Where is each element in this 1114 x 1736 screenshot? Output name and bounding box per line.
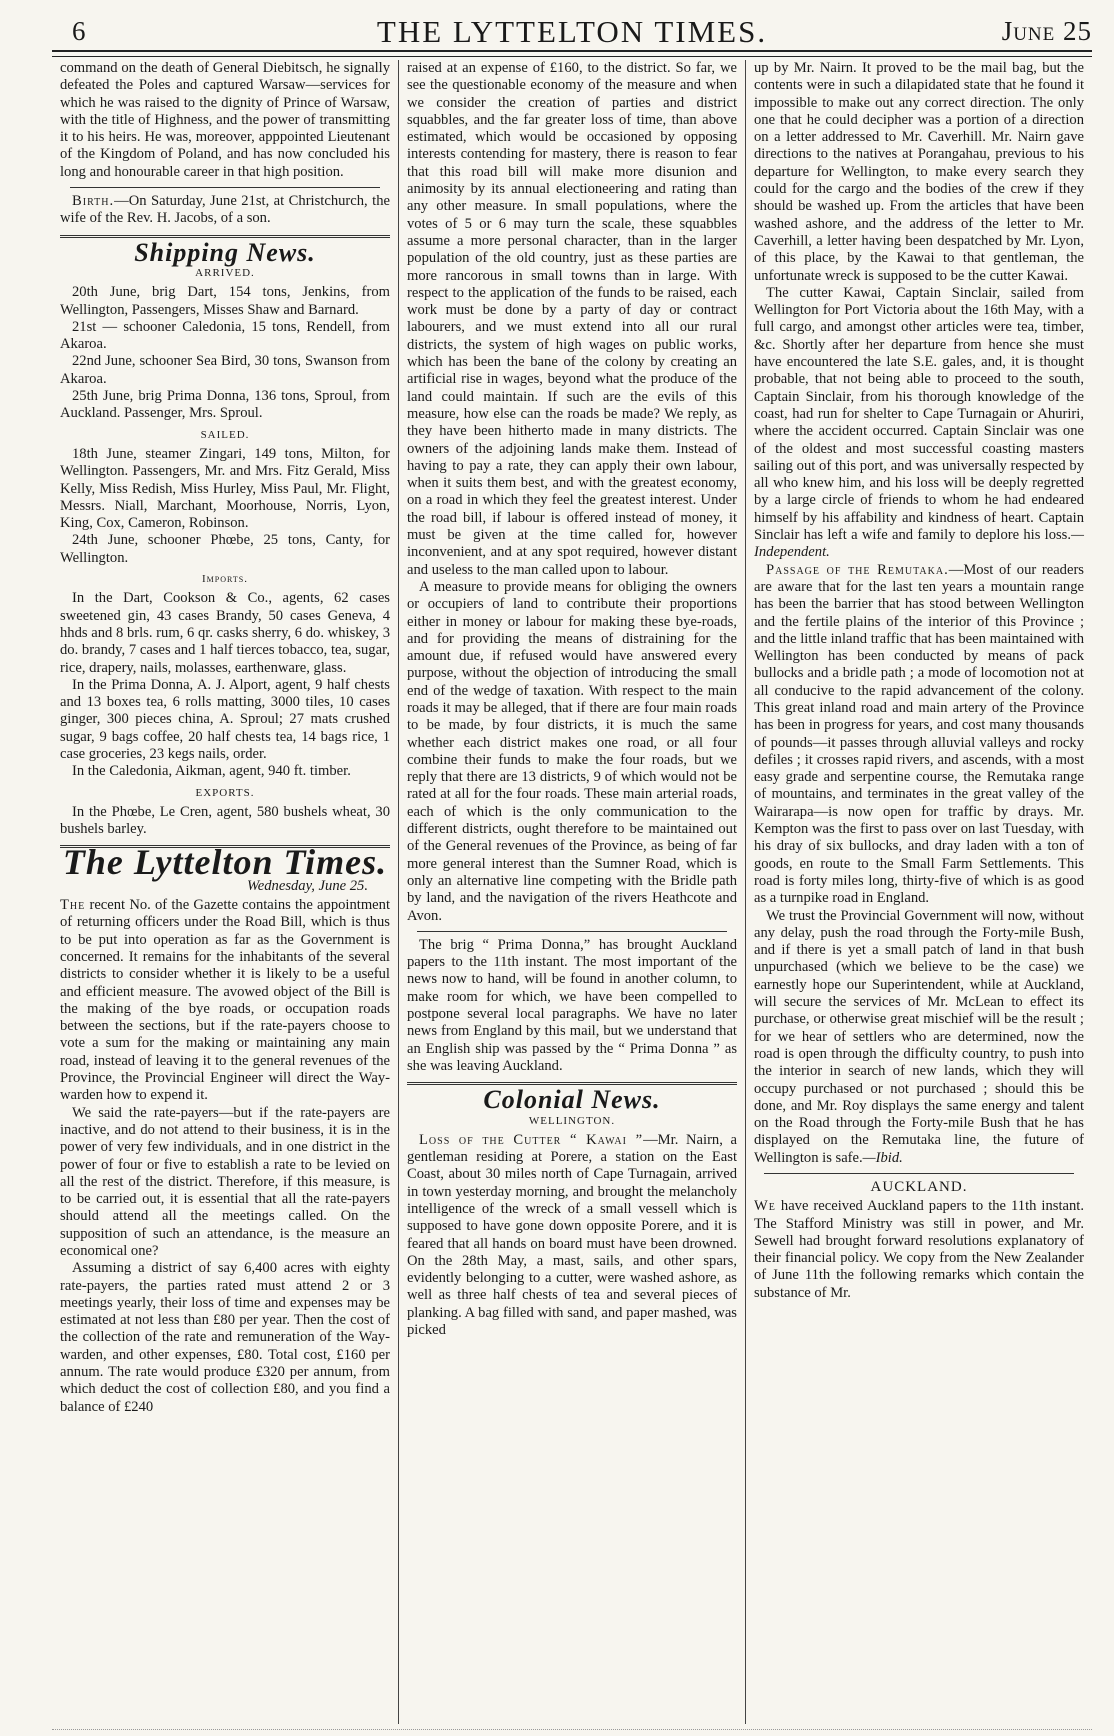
editorial-dateline: Wednesday, June 25. bbox=[246, 877, 368, 894]
remutaka-article bbox=[754, 562, 1084, 908]
auckland-text: have received Auckland papers to the 11th instant. The Stafford Ministry was still in power, and Mr. Sewell had brought forward resolutions explanatory of their financial policy. We copy from the New Zealander of June 11th the following remarks which contain the substance of Mr. bbox=[754, 1198, 1084, 1301]
shipping-news-heading: Shipping News. bbox=[134, 237, 316, 267]
auckland-heading: AUCKLAND. bbox=[870, 1179, 968, 1195]
sailing-entry: 24th June, schooner Phœbe, 25 tons, Canty, for Wellington. bbox=[60, 532, 390, 566]
editorial-text: recent No. of the Gazette contains the appointment of returning officers under the Road Bill, which is thus to be put into operation as far as the Government is concerned. It remains for the inhabitants of the several districts to consider whether it is likely to be a useful and efficient measure. The avowed object of the Bill is the making of the bye roads, or occupation roads between the sections, but if the rate-payers choose to vote a sum for the making or maintaining any main road, instead of leaving it to the general revenues of the Province, the Provincial Engineer will direct the Way-warden how to expend it. bbox=[60, 897, 390, 1104]
columns bbox=[52, 60, 1092, 1724]
prima-donna-notice: The brig “ Prima Donna,” has brought Auckland papers to the 11th instant. The most important of the news now to hand, will be found in another column, to make room for which, we have been compelled to postpone several local paragraphs. We have no later news from England by this mail, but we understand that an English ship was passed by the “ Prima Donna ” as she was leaving Auckland. bbox=[407, 936, 737, 1074]
remutaka-title: Passage of the Remutaka. bbox=[766, 561, 949, 578]
birth-notice bbox=[60, 193, 390, 228]
divider bbox=[764, 1173, 1074, 1174]
editorial-paragraph: A measure to provide means for obliging the owners or occupiers of land to contribute their proportions either in money or labour for making these bye-roads, and for providing the means of distraining for the amount due, if refused would have answered every purpose, without the objection of introducing the small end of the wedge of taxation. With respect to the main roads it may be alleged, that if there are four main roads to be made, by four districts, it is much the same whether each district makes one road, or all four combine their funds to make the four roads, but we reply that there are 13 districts, 9 of which would not be rated at all for the four roads. These main arterial roads, each of which is the only communication to the different districts, ought therefore to be maintained out of the General revenues of the Province, as being of far more general interest than the Sumner Road, which is only an alternative line competing with the Bridle path by land, and the navigation of the rivers Heathcote and Avon. bbox=[407, 578, 737, 924]
column-3 bbox=[745, 60, 1092, 1724]
exports-label: EXPORTS. bbox=[195, 786, 255, 799]
editorial-paragraph bbox=[60, 897, 390, 1105]
imports-label: Imports. bbox=[202, 573, 248, 586]
arrival-entry: 21st — schooner Caledonia, 15 tons, Rendell, from Akaroa. bbox=[60, 318, 390, 353]
source-credit: —Ibid. bbox=[862, 1149, 903, 1166]
kawai-title: Loss of the Cutter “ Kawai ” bbox=[419, 1131, 644, 1148]
masthead-rule bbox=[52, 50, 1092, 57]
editorial-paragraph: Assuming a district of say 6,400 acres with eighty rate-payers, the parties rated must attend 2 or 3 meetings yearly, their loss of time and expenses may be estimated at not less than £80 per year. Then the cost of the collection of the rate and remuneration of the Way-warden, and other expenses, £80. Total cost, £160 per annum. The rate would produce £320 per annum, from which deduct the cost of collection £80, and you find a balance of £240 bbox=[60, 1260, 390, 1415]
export-entry: In the Phœbe, Le Cren, agent, 580 bushels wheat, 30 bushels barley. bbox=[60, 803, 390, 838]
remutaka-text: —Most of our readers are aware that for the last ten years a mountain range has been the barrier that has stood between Wellington and the fertile plains of the interior of this Province ; and the little inland traffic that has been maintained with Wellington has been conducted by means of pack bullocks and a bridle path ; a mode of locomotion not at all conducive to the rapid advancement of the colony. This great inland road and main artery of the Province has been in progress for years, and cost many thousands of pounds—it passes through alluvial valleys and rocky defiles ; it crosses rapid rivers, and ascends, with a most easy grade and serpentine course, the Remutaka range of mountains, and terminates in the great valley of the Wairarapa—is now open for traffic by drays. Mr. Kempton was the first to pass over on last Tuesday, with his dray of six bullocks, and dray laden with a ton of goods, en route to the Small Farm Settlements. This road is forty miles long, thirty-five of which is as good as a turnpike road in England. bbox=[754, 561, 1085, 907]
birth-text: —On Saturday, June 21st, at Christchurch, the wife of the Rev. H. Jacobs, of a son. bbox=[60, 193, 390, 227]
arrival-entry: 25th June, brig Prima Donna, 136 tons, Sproul, from Auckland. Passenger, Mrs. Sproul. bbox=[60, 388, 390, 422]
arrived-label: ARRIVED. bbox=[195, 266, 255, 279]
birth-label: Birth. bbox=[72, 193, 115, 210]
column-2 bbox=[398, 60, 745, 1724]
bottom-edge bbox=[52, 1729, 1092, 1732]
editorial-lead: The bbox=[60, 897, 86, 914]
obituary-text: command on the death of General Diebitsch, he signally defeated the Poles and captured Warsaw—services for which he was raised to the dignity of Prince of Warsaw, with the title of Highness, and the power of transmitting it to his heirs. He was, moreover, apppointed Lieutenant of the Kingdom of Poland, and has now concluded his long and honourable career in that high position. bbox=[60, 60, 390, 180]
arrival-entry: 20th June, brig Dart, 154 tons, Jenkins, from Wellington, Passengers, Misses Shaw and Barnard. bbox=[60, 284, 390, 318]
auckland-lead: We bbox=[754, 1198, 776, 1215]
kawai-continued bbox=[754, 285, 1084, 562]
page-number: 6 bbox=[72, 16, 86, 46]
newspaper-title: THE LYTTELTON TIMES. bbox=[376, 14, 768, 49]
colonial-news-heading: Colonial News. bbox=[483, 1085, 661, 1115]
arrival-entry: 22nd June, schooner Sea Bird, 30 tons, Swanson from Akaroa. bbox=[60, 353, 390, 387]
editorial-paragraph: raised at an expense of £160, to the district. So far, we see the questionable economy of the measure and when we consider the creation of parties and district squabbles, and the far greater loss of time, than above estimated, which would be occasioned by opposing interests contending for mastery, there is reason to fear that this road bill will make more disunion and animosity by its annual electioneering and rating than any other measure. In small populations, where the votes of 5 or 6 may turn the scale, these squabbles assume a more personal character, than in the larger population of the old country, just as these parties are more rancorous in small towns than in large. With respect to the application of the funds to be raised, each work must be done by a party of day or contract labourers, and we must extend into all our rural districts, the system of high wages on public works, which has been the bane of the colony by creating an artificial rise in wages, beyond what the produce of the land could maintain. If such are the evils of this measure, how else can the roads be made? We reply, as they have been hitherto made in many districts. The owners of the adjoining lands make them. Instead of having to pay a rate, they can apply their own labour, when it suits them best, and with the greatest economy, on a road in which they feel the greatest interest. Under the road bill, if labour is offered instead of money, it must be given at the time called for, however inconvenient, and at any spot required, however distant and useless to the man called upon to labour. bbox=[407, 60, 737, 578]
sailing-entry: 18th June, steamer Zingari, 149 tons, Milton, for Wellington. Passengers, Mr. and Mrs. Fitz Gerald, Miss Kelly, Miss Redish, Miss Hurley, Miss Paul, Mr. Flight, Messrs. Niall, Marchant, Moorhouse, Norris, Lyon, King, Cox, Cameron, Robinson. bbox=[60, 445, 390, 532]
issue-date: June 25 bbox=[1001, 16, 1092, 46]
masthead bbox=[52, 12, 1092, 52]
provincial-article bbox=[754, 908, 1084, 1167]
divider bbox=[417, 931, 727, 932]
editorial-paragraph: We said the rate-payers—but if the rate-payers are inactive, and do not attend to their business, it is in the power of very few individuals, and in one district in the power of four or five to establish a rate to be levied on all the rest of the district. Therefore, if this measure, is to be carried out, it is essential that all the rate-payers should attend all the meetings called. On the supposition of such an attendance, is the measure an economical one? bbox=[60, 1104, 390, 1259]
import-entry: In the Caledonia, Aikman, agent, 940 ft. timber. bbox=[72, 763, 351, 780]
import-entry: In the Dart, Cookson & Co., agents, 62 cases sweetened gin, 43 cases Brandy, 50 cases Geneva, 4 hhds and 8 brls. rum, 6 qr. casks sherry, 6 do. whiskey, 3 do. brandy, 7 cases and 1 half tierces tobacco, tea, sugar, rice, drapery, nails, molasses, earthenware, glass. bbox=[60, 590, 390, 676]
column-1 bbox=[52, 60, 398, 1724]
paper-heading: The Lyttelton Times. bbox=[62, 842, 388, 883]
sailed-label: SAILED. bbox=[200, 428, 250, 441]
provincial-text: We trust the Provincial Government will now, without any delay, push the road through the Forty-mile Bush, and if there is yet a small patch of land in that bush unpurchased (which we believe to be the case) we earnestly hope our Superintendent, while at Auckland, will secure the services of Mr. McLean to effect its purchase, or otherwise great mischief will be the result ; for we hear of settlers who are determined, now the road is open through the difficulty country, to push into the interior in search of new lands, which they will occupy purchased or not purchased ; should this be done, and Mr. Roy displays the same energy and talent on the Road through the Forty-mile Bush that he has displayed on the Remutaka line, the future of Wellington is safe. bbox=[754, 907, 1084, 1166]
wellington-label: WELLINGTON. bbox=[528, 1114, 616, 1127]
import-entry: In the Prima Donna, A. J. Alport, agent, 9 half chests and 13 boxes tea, 6 rolls matting, 3000 tiles, 10 cases ginger, 300 pieces china, A. Sproul; 27 mats crushed sugar, 9 bags coffee, 20 half chests tea, 14 bags rice, 1 case groceries, 23 kegs nails, order. bbox=[60, 676, 390, 762]
kawai-text: The cutter Kawai, Captain Sinclair, sailed from Wellington for Port Victoria about the 16th May, with a full cargo, and amongst other articles were tea, timber, &c. Shortly after her departure from hence she must have encountered the late S.E. gales, and, it is thought probable, that not being able to proceed to the south, Captain Sinclair, from his thorough knowledge of the coast, had run for shelter to Cape Turnagain or Ahuriri, where the accident occurred. Captain Sinclair was one of the oldest and most successful coasting masters sailing out of this port, and was universally respected by all who knew him, and his loss will be deeply regretted by a large circle of friends to whom he had endeared himself by his affability and kindness of heart. Captain Sinclair has left a wife and family to deplore his loss. bbox=[754, 284, 1084, 544]
kawai-continued: up by Mr. Nairn. It proved to be the mail bag, but the contents were in such a dilapidated state that he found it impossible to make out any correct direction. The only one that he could decipher was a portion of a direction on a letter addressed to Mr. Caverhill. Mr. Nairn gave directions to the natives at Porangahau, previous to his departure for Wellington, to make every search they could for the cargo and the bodies of the crew if they should be washed up. From the articles that have been washed ashore, and the address of the letter to Mr. Caverhill, a letter having been despatched by Mr. Lyon, of this place, by the Kawai to that gentleman, the unfortunate wreck is supposed to be the cutter Kawai. bbox=[754, 60, 1084, 284]
auckland-article bbox=[754, 1198, 1084, 1302]
kawai-text: —Mr. Nairn, a gentleman residing at Porere, a station on the East Coast, about 30 miles north of Cape Turnagain, arrived in town yesterday morning, and brought the melancholy intelligence of the wreck of a small vessell which is supposed to have gone down opposite Porere, and it is feared that all hands on board must have been drowned. On the 28th May, a mast, sails, and other spars, evidently belonging to a cutter, were washed ashore, as well as three half chests of tea and several pieces of planking. A bag filled with sand, and paper mashed, was picked bbox=[407, 1131, 737, 1339]
source-credit: —Independent. bbox=[754, 527, 1084, 561]
kawai-article bbox=[407, 1132, 737, 1340]
divider bbox=[70, 187, 380, 188]
